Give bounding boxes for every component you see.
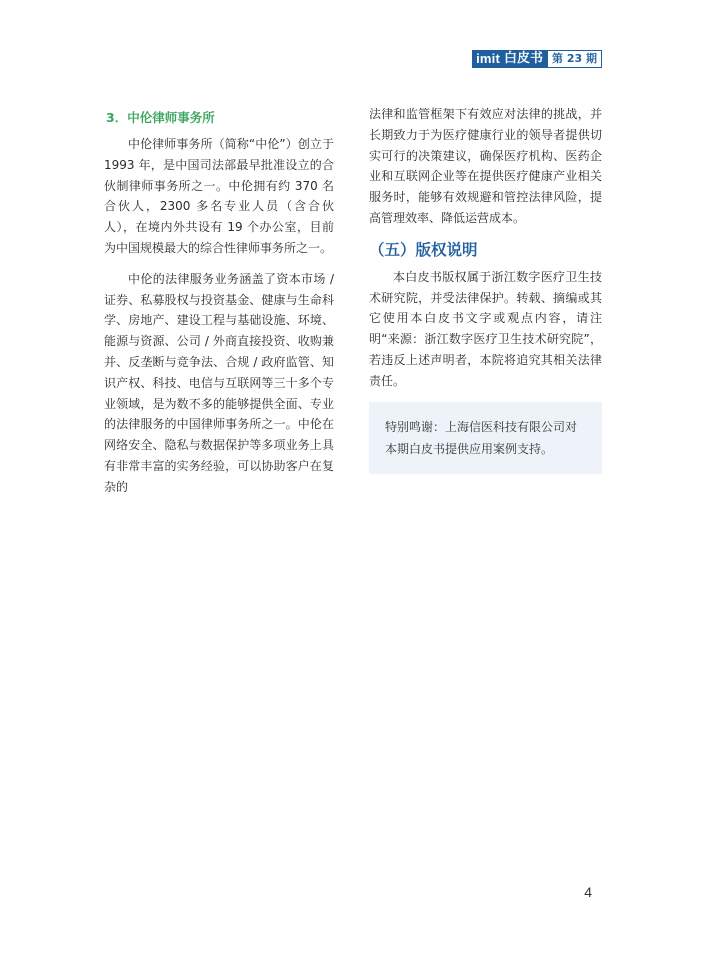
acknowledgement-box	[369, 402, 602, 474]
paragraph-copyright: 本白皮书版权属于浙江数字医疗卫生技术研究院，并受法律保护。转载、摘编或其它使用本白皮书文字或观点内容，请注明“来源：浙江数字医疗卫生技术研究院”，若违反上述声明者，本院将追究其相关法律责任。	[369, 269, 602, 388]
right-column	[369, 104, 602, 474]
acknowledgement-line-1: 特别鸣谢：上海信医科技有限公司对	[385, 419, 578, 434]
paragraph-intro: 中伦律师事务所（简称“中伦”）创立于 1993 年，是中国司法部最早批准设立的合伙制律师事务所之一。中伦拥有约 370 名合伙人，2300 多名专业人员（含合伙人），在境内外共设有 19 个办公室，目前为中国规模最大的综合性律师事务所之一。	[104, 137, 334, 255]
issue-number: 第 23 期	[547, 50, 602, 68]
acknowledgement-line-2: 本期白皮书提供应用案例支持。	[385, 441, 554, 456]
brand-logo: imit	[472, 50, 503, 68]
publication-badge	[472, 50, 602, 68]
brand-title: 白皮书	[503, 50, 547, 68]
left-column	[104, 104, 334, 508]
paragraph-continuation: 法律和监管框架下有效应对法律的挑战，并长期致力于为医疗健康行业的领导者提供切实可行的决策建议，确保医疗机构、医药企业和互联网企业等在提供医疗健康产业相关服务时，能够有效规避和管控法律风险，提高管理效率、降低运营成本。	[369, 107, 602, 225]
page-number: 4	[584, 884, 592, 900]
section-title-copyright: （五）版权说明	[369, 240, 478, 259]
subheading-zhonglun: 3．中伦律师事务所	[106, 110, 215, 125]
paragraph-services: 中伦的法律服务业务涵盖了资本市场 / 证券、私募股权与投资基金、健康与生命科学、房地产、建设工程与基础设施、环境、能源与资源、公司 / 外商直接投资、收购兼并、反垄断与竞争法、合规 / 政府监管、知识产权、科技、电信与互联网等三十多个专业领域，是为数不多的能够提供全面、专业的法律服务的中国律师事务所之一。中伦在网络安全、隐私与数据保护等多项业务上具有非常丰富的实务经验，可以协助客户在复杂的	[104, 271, 334, 494]
